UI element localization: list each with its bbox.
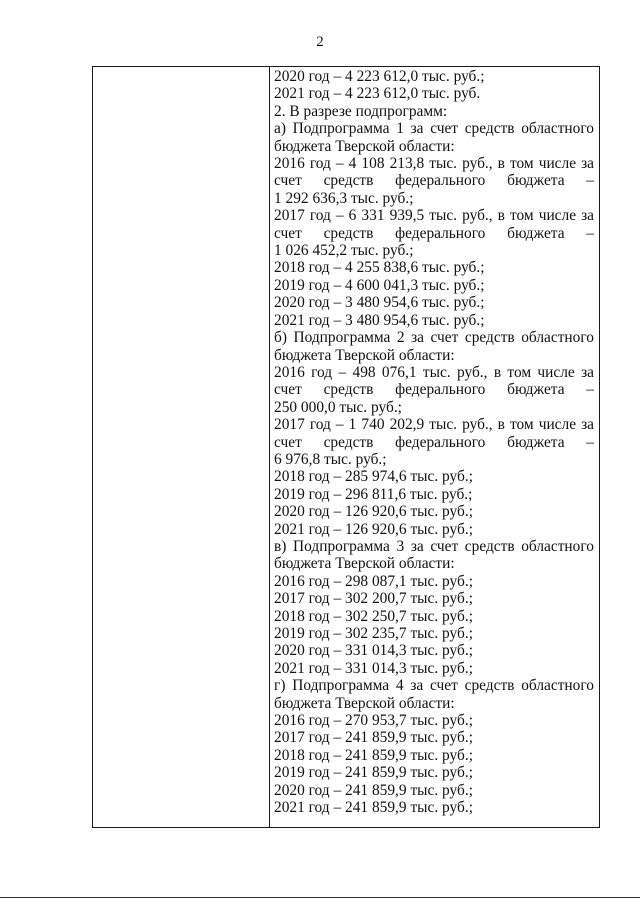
text-line: 2020 год – 126 920,6 тыс. руб.; [274,503,473,521]
text-line: 2016 год – 298 087,1 тыс. руб.; [274,572,473,590]
text-line: 2021 год – 3 480 954,6 тыс. руб.; [274,311,485,329]
text-line: 2019 год – 4 600 041,3 тыс. руб.; [274,276,485,294]
text-line: 1 026 452,2 тыс. руб.; [274,242,414,260]
text-line: 2020 год – 4 223 612,0 тыс. руб.; [274,68,485,85]
page-number: 2 [316,34,324,50]
text-line: 2020 год – 331 014,3 тыс. руб.; [274,642,473,660]
text-line: 2021 год – 331 014,3 тыс. руб.; [274,659,473,677]
text-line: 6 976,8 тыс. руб.; [274,450,387,468]
text-line: 2017 год – 241 859,9 тыс. руб.; [274,729,473,747]
text-line: 2020 год – 3 480 954,6 тыс. руб.; [274,294,485,312]
text-line: счет средств федерального бюджета – [274,172,594,190]
text-line: 2021 год – 126 920,6 тыс. руб.; [274,520,473,538]
text-line: 2021 год – 241 859,9 тыс. руб.; [274,799,473,817]
text-line: 2018 год – 285 974,6 тыс. руб.; [274,468,473,486]
document-table [92,66,600,828]
text-line: 2019 год – 296 811,6 тыс. руб.; [274,485,473,503]
text-line: 2020 год – 241 859,9 тыс. руб.; [274,781,473,799]
text-line: 2016 год – 498 076,1 тыс. руб., в том числе за [274,363,594,381]
text-line: 2. В разрезе подпрограмм: [274,102,448,120]
text-line: бюджета Тверской области: [274,137,455,155]
text-line: 2018 год – 4 255 838,6 тыс. руб.; [274,259,485,277]
table-right-cell [270,67,599,827]
text-line: в) Подпрограмма 3 за счет средств областного [274,537,594,555]
text-line: 2016 год – 4 108 213,8 тыс. руб., в том числе за [274,155,594,173]
text-line: 2017 год – 302 200,7 тыс. руб.; [274,590,473,608]
text-line: а) Подпрограмма 1 за счет средств областного [274,120,594,138]
text-line: счет средств федерального бюджета – [274,381,594,399]
scan-edge-divider [0,897,640,898]
text-line: бюджета Тверской области: [274,694,455,712]
text-line: б) Подпрограмма 2 за счет средств областного [274,329,594,347]
text-line: 2019 год – 302 235,7 тыс. руб.; [274,625,473,642]
text-line: 2017 год – 6 331 939,5 тыс. руб., в том числе за [274,207,594,225]
text-line: 2018 год – 241 859,9 тыс. руб.; [274,746,473,764]
text-line: 250 000,0 тыс. руб.; [274,398,402,416]
table-left-cell [93,67,270,827]
text-line: г) Подпрограмма 4 за счет средств областного [274,677,594,695]
text-line: 1 292 636,3 тыс. руб.; [274,189,414,207]
text-line: 2019 год – 241 859,9 тыс. руб.; [274,764,473,782]
text-line: 2018 год – 302 250,7 тыс. руб.; [274,607,473,625]
text-line: 2021 год – 4 223 612,0 тыс. руб. [274,85,481,103]
text-line: счет средств федерального бюджета – [274,433,594,451]
text-line: бюджета Тверской области: [274,555,455,573]
text-line: бюджета Тверской области: [274,346,455,364]
text-line: счет средств федерального бюджета – [274,224,594,242]
text-line: 2016 год – 270 953,7 тыс. руб.; [274,712,473,730]
text-line: 2017 год – 1 740 202,9 тыс. руб., в том числе за [274,416,594,434]
